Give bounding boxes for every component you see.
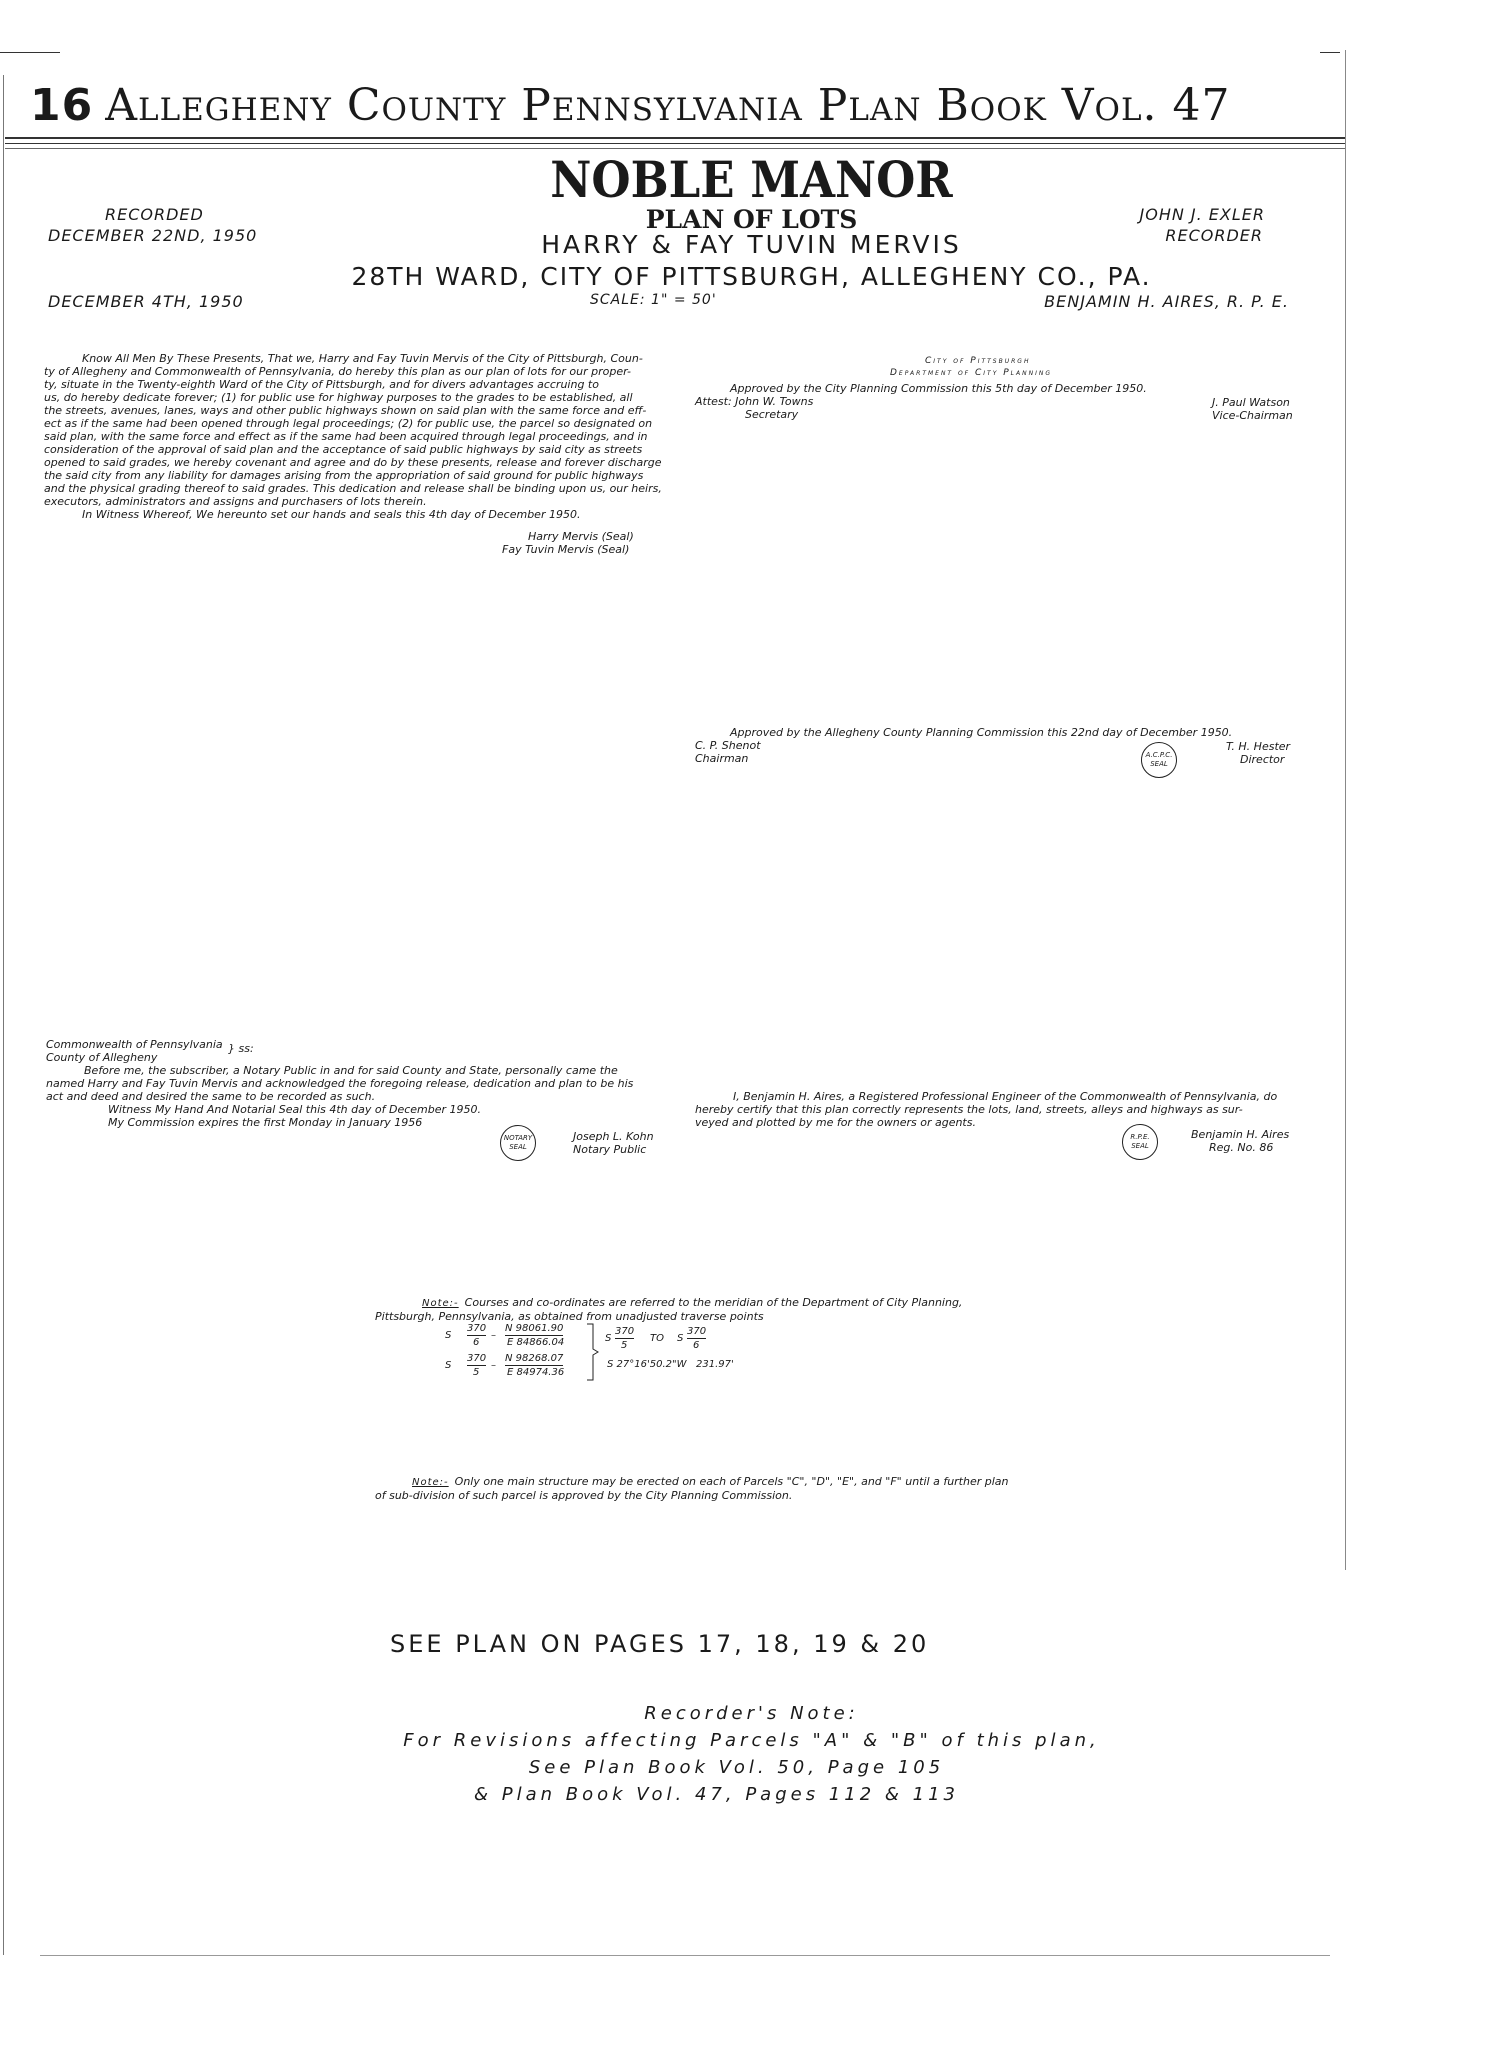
signature-harry: Harry Mervis (Seal) bbox=[528, 530, 634, 543]
engineer-cert-line: hereby certify that this plan correctly represents the lots, land, streets, alleys and highways as sur- bbox=[695, 1103, 1243, 1116]
seal-text: SEAL bbox=[1150, 760, 1168, 768]
notary-name: Joseph L. Kohn bbox=[573, 1130, 654, 1143]
note-2-line: of sub-division of such parcel is approved by the City Planning Commission. bbox=[375, 1489, 793, 1502]
from-denominator: 5 bbox=[621, 1340, 628, 1351]
dedication-line: us, do hereby dedicate forever; (1) for public use for highway purposes to the grades to be established, all bbox=[44, 391, 633, 404]
to-prefix: S bbox=[677, 1333, 684, 1344]
scale: SCALE: 1" = 50' bbox=[590, 292, 717, 308]
top-rule bbox=[0, 52, 60, 53]
notary-commission: My Commission expires the first Monday in January 1956 bbox=[108, 1116, 423, 1129]
acpc-seal bbox=[1141, 742, 1177, 778]
plan-date: DECEMBER 4TH, 1950 bbox=[48, 292, 244, 311]
recorders-note bbox=[0, 1700, 1503, 1808]
seal-text: SEAL bbox=[509, 1143, 527, 1151]
point-numerator: 370 bbox=[467, 1323, 487, 1334]
dedication-line: the said city from any liability for damages arising from the appropriation of said ground for public highways bbox=[44, 469, 644, 482]
book-title bbox=[30, 80, 1231, 131]
owners: HARRY & FAY TUVIN MERVIS bbox=[541, 230, 962, 259]
northing: N 98268.07 bbox=[505, 1353, 564, 1364]
county-chair-title: Chairman bbox=[695, 752, 749, 765]
recorders-note-line: See Plan Book Vol. 50, Page 105 bbox=[528, 1757, 945, 1778]
note-1-line: Pittsburgh, Pennsylvania, as obtained from unadjusted traverse points bbox=[375, 1310, 764, 1323]
to-denominator: 6 bbox=[693, 1340, 700, 1351]
notary-line: Before me, the subscriber, a Notary Public in and for said County and State, personally came the bbox=[84, 1064, 618, 1077]
top-rule-right bbox=[1320, 52, 1340, 53]
county-approval-text: Approved by the Allegheny County Planning Commission this 22nd day of December 1950. bbox=[730, 726, 1233, 739]
signature-fay: Fay Tuvin Mervis (Seal) bbox=[502, 543, 630, 556]
note-label: Note:- bbox=[422, 1298, 459, 1309]
point-denominator: 5 bbox=[473, 1367, 480, 1378]
note-label: Note:- bbox=[412, 1477, 449, 1488]
from-prefix: S bbox=[605, 1333, 612, 1344]
dedication-line: executors, administrators and assigns and purchasers of lots therein. bbox=[44, 495, 427, 508]
notary-line: act and deed and desired the same to be recorded as such. bbox=[46, 1090, 376, 1103]
dash: – bbox=[491, 1330, 496, 1341]
notary-county: County of Allegheny bbox=[46, 1051, 158, 1064]
point-prefix: S bbox=[445, 1360, 452, 1371]
header-rule-3 bbox=[5, 148, 1345, 149]
county-chair-name: C. P. Shenot bbox=[695, 739, 761, 752]
notary-title: Notary Public bbox=[573, 1143, 647, 1156]
bracket bbox=[585, 1323, 599, 1381]
engineer-cert-name: Benjamin H. Aires bbox=[1191, 1128, 1290, 1141]
header-rule-2 bbox=[5, 143, 1345, 144]
vice-chair-title: Vice-Chairman bbox=[1212, 409, 1293, 422]
from-numerator: 370 bbox=[615, 1326, 635, 1337]
book-title-text: Allegheny County Pennsylvania Plan Book Vol. 47 bbox=[105, 80, 1231, 131]
dedication-line: the streets, avenues, lanes, ways and other public highways shown on said plan with the same force and eff- bbox=[44, 404, 647, 417]
attest: Attest: John W. Towns bbox=[695, 395, 814, 408]
city-name: City of Pittsburgh bbox=[925, 356, 1031, 366]
point-denominator: 6 bbox=[473, 1337, 480, 1348]
header-rule-1 bbox=[5, 137, 1345, 139]
location: 28TH WARD, CITY OF PITTSBURGH, ALLEGHENY CO., PA. bbox=[351, 262, 1152, 291]
dedication-line: said plan, with the same force and effect as if the same had been acquired through legal proceedings, and in bbox=[44, 430, 648, 443]
notary-state: Commonwealth of Pennsylvania bbox=[46, 1038, 223, 1051]
engineer-cert-text bbox=[695, 1090, 1277, 1129]
seal-text: R.P.E. bbox=[1130, 1133, 1150, 1141]
notary-ss: } ss: bbox=[228, 1042, 254, 1055]
recorded-label: RECORDED bbox=[105, 205, 204, 224]
dedication-line: Know All Men By These Presents, That we, Harry and Fay Tuvin Mervis of the City of Pittsburgh, Coun- bbox=[82, 352, 643, 365]
to-word: TO bbox=[650, 1333, 664, 1344]
see-plan-reference: SEE PLAN ON PAGES 17, 18, 19 & 20 bbox=[390, 1630, 930, 1658]
city-approval-text: Approved by the City Planning Commission this 5th day of December 1950. bbox=[730, 382, 1147, 395]
seal-text: A.C.P.C. bbox=[1145, 751, 1173, 759]
seal-text: NOTARY bbox=[503, 1134, 533, 1142]
engineer-name: BENJAMIN H. AIRES, R. P. E. bbox=[1044, 292, 1289, 311]
recorded-date: DECEMBER 22ND, 1950 bbox=[48, 226, 258, 245]
dedication-line: opened to said grades, we hereby covenant and agree and do by these presents, release and forever discharge bbox=[44, 456, 662, 469]
point-prefix: S bbox=[445, 1330, 452, 1341]
northing: N 98061.90 bbox=[505, 1323, 564, 1334]
engineer-cert-line: veyed and plotted by me for the owners or agents. bbox=[695, 1116, 976, 1129]
point-numerator: 370 bbox=[467, 1353, 487, 1364]
to-numerator: 370 bbox=[687, 1326, 707, 1337]
dedication-line: ty of Allegheny and Commonwealth of Pennsylvania, do hereby this plan as our plan of lots for our proper- bbox=[44, 365, 631, 378]
recorders-note-line: For Revisions affecting Parcels "A" & "B" of this plan, bbox=[403, 1730, 1100, 1751]
secretary-title: Secretary bbox=[745, 408, 799, 421]
notary-line: named Harry and Fay Tuvin Mervis and acknowledged the foregoing release, dedication and plan to be his bbox=[46, 1077, 634, 1090]
bottom-rule bbox=[40, 1955, 1330, 1956]
recorder-name: JOHN J. EXLER bbox=[1139, 205, 1265, 224]
easting: E 84974.36 bbox=[507, 1367, 565, 1378]
dedication-line: and the physical grading thereof to said grades. This dedication and release shall be binding upon us, our heirs, bbox=[44, 482, 662, 495]
rpe-seal bbox=[1122, 1124, 1158, 1160]
note-1-line: Courses and co-ordinates are referred to the meridian of the Department of City Planning, bbox=[464, 1296, 963, 1309]
dedication-witness: In Witness Whereof, We hereunto set our hands and seals this 4th day of December 1950. bbox=[82, 508, 581, 521]
traverse-table bbox=[445, 1323, 765, 1381]
dedication-line: ty, situate in the Twenty-eighth Ward of the City of Pittsburgh, and for divers advantages accruing to bbox=[44, 378, 599, 391]
note-2 bbox=[375, 1475, 1009, 1502]
page-number: 16 bbox=[30, 80, 94, 131]
dedication-text bbox=[44, 352, 662, 521]
dedication-line: consideration of the approval of said plan and the acceptance of said public highways by said city as streets bbox=[44, 443, 643, 456]
dash: – bbox=[491, 1360, 496, 1371]
notary-witness: Witness My Hand And Notarial Seal this 4th day of December 1950. bbox=[108, 1103, 482, 1116]
seal-text: SEAL bbox=[1131, 1142, 1149, 1150]
department-name: Department of City Planning bbox=[890, 368, 1052, 378]
easting: E 84866.04 bbox=[507, 1337, 565, 1348]
recorders-note-line: & Plan Book Vol. 47, Pages 112 & 113 bbox=[473, 1784, 960, 1805]
county-director-name: T. H. Hester bbox=[1226, 740, 1291, 753]
note-1 bbox=[375, 1296, 962, 1323]
vice-chair-name: J. Paul Watson bbox=[1212, 396, 1290, 409]
note-2-line: Only one main structure may be erected on each of Parcels "C", "D", "E", and "F" until a further plan bbox=[454, 1475, 1009, 1488]
county-director-title: Director bbox=[1240, 753, 1285, 766]
notary-seal bbox=[500, 1125, 536, 1161]
dedication-line: ect as if the same had been opened through legal proceedings; (2) for public use, the parcel so designated on bbox=[44, 417, 653, 430]
engineer-cert-reg: Reg. No. 86 bbox=[1209, 1141, 1274, 1154]
course-bearing: S 27°16'50.2"W 231.97' bbox=[607, 1359, 734, 1370]
plan-title: NOBLE MANOR bbox=[550, 150, 953, 209]
engineer-cert-line: I, Benjamin H. Aires, a Registered Professional Engineer of the Commonwealth of Pennsylvania, do bbox=[733, 1090, 1278, 1103]
recorder-title: RECORDER bbox=[1165, 226, 1263, 245]
recorders-note-heading: Recorder's Note: bbox=[644, 1703, 859, 1724]
left-border bbox=[3, 75, 4, 1955]
plan-subtitle: PLAN OF LOTS bbox=[645, 205, 858, 234]
notary-text bbox=[46, 1064, 633, 1129]
